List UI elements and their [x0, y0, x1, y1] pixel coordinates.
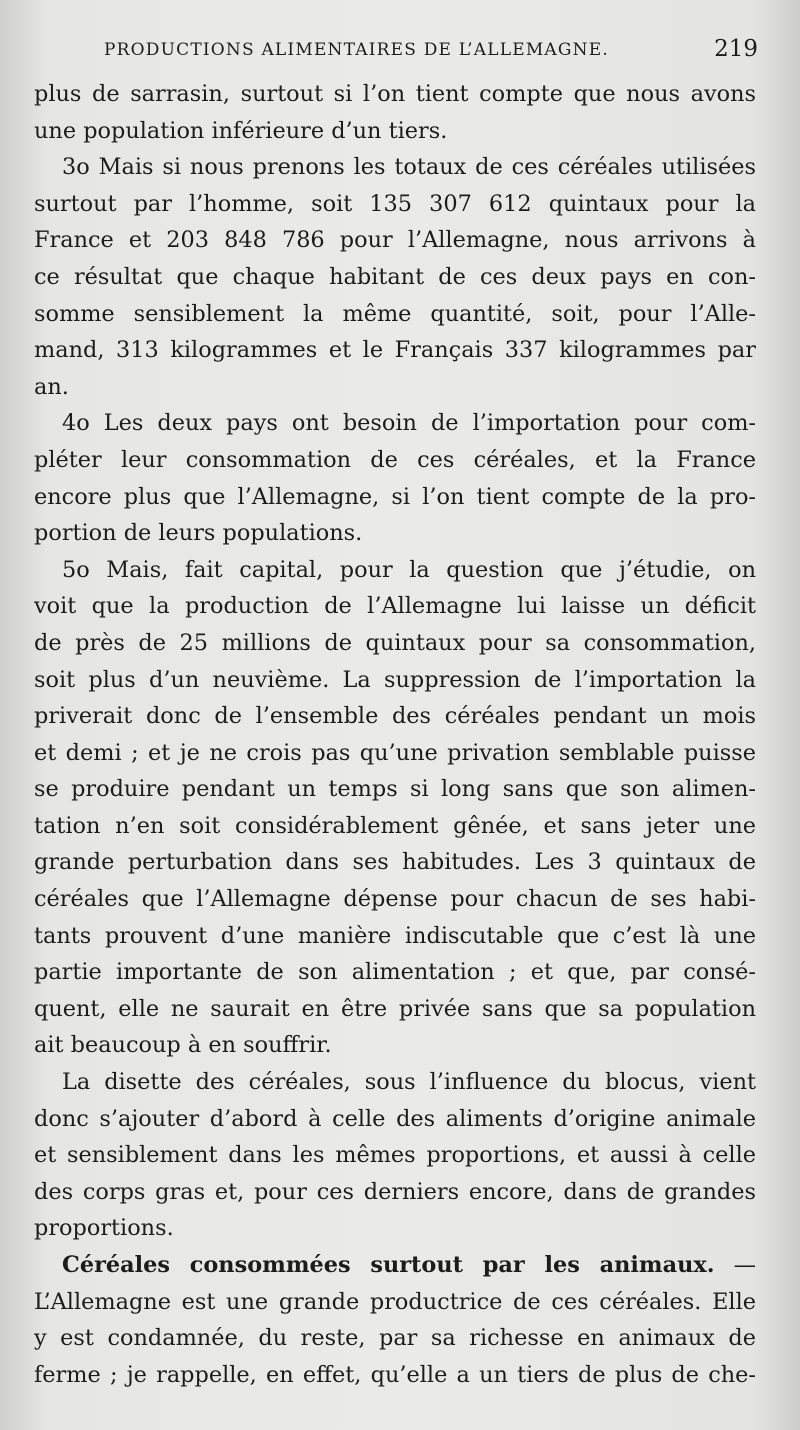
text-line: tants prouvent d’une manière indiscutable que c’est là une: [34, 922, 756, 949]
text-line: La disette des céréales, sous l’influence du blocus, vient: [62, 1069, 756, 1096]
text-line: des corps gras et, pour ces derniers encore, dans de grandes: [34, 1178, 756, 1205]
text-line: donc s’ajouter d’abord à celle des aliments d’origine animale: [34, 1105, 756, 1132]
text-line: portion de leurs populations.: [34, 520, 363, 547]
text-line: tation n’en soit considérablement gênée, et sans jeter une: [34, 812, 756, 839]
text-line: 4o Les deux pays ont besoin de l’importation pour com-: [62, 410, 756, 437]
running-title: PRODUCTIONS ALIMENTAIRES DE L’ALLEMAGNE.: [104, 40, 609, 60]
text-line: et sensiblement dans les mêmes proportions, et aussi à celle: [34, 1142, 756, 1169]
text-line: soit plus d’un neuvième. La suppression de l’importation la: [34, 666, 756, 693]
text-line: une population inférieure d’un tiers.: [34, 117, 448, 144]
text-line: surtout par l’homme, soit 135 307 612 quintaux pour la: [34, 190, 756, 217]
text-line: an.: [34, 373, 69, 400]
page-number: 219: [714, 36, 758, 62]
heading-dash: —: [714, 1252, 756, 1278]
page-header: [104, 36, 758, 66]
text-line: ait beaucoup à en souffrir.: [34, 1032, 332, 1059]
text-line: mand, 313 kilogrammes et le Français 337 kilogrammes par: [34, 337, 756, 364]
text-line: se produire pendant un temps si long sans que son alimen-: [34, 776, 756, 803]
section-heading: Céréales consommées surtout par les animaux.: [62, 1252, 715, 1278]
text-line: grande perturbation dans ses habitudes. Les 3 quintaux de: [34, 849, 756, 876]
text-line: quent, elle ne saurait en être privée sans que sa population: [34, 995, 756, 1022]
text-line: de près de 25 millions de quintaux pour sa consommation,: [34, 629, 756, 656]
text-line: plus de sarrasin, surtout si l’on tient compte que nous avons: [34, 81, 756, 107]
text-line: somme sensiblement la même quantité, soit, pour l’Alle-: [34, 300, 756, 327]
text-line: et demi ; et je ne crois pas qu’une privation semblable puisse: [34, 739, 756, 766]
text-line: ferme ; je rappelle, en effet, qu’elle a un tiers de plus de che-: [34, 1361, 756, 1388]
text-line: priverait donc de l’ensemble des céréales pendant un mois: [34, 703, 756, 730]
text-line: L’Allemagne est une grande productrice de ces céréales. Elle: [34, 1288, 756, 1315]
text-line: France et 203 848 786 pour l’Allemagne, nous arrivons à: [34, 227, 756, 254]
text-line: proportions.: [34, 1215, 174, 1242]
text-line: ce résultat que chaque habitant de ces deux pays en con-: [34, 263, 756, 290]
text-line: céréales que l’Allemagne dépense pour chacun de ses habi-: [34, 886, 756, 913]
text-line: 3o Mais si nous prenons les totaux de ces céréales utilisées: [62, 154, 756, 181]
text-line: voit que la production de l’Allemagne lui laisse un déficit: [34, 593, 756, 620]
text-line: encore plus que l’Allemagne, si l’on tient compte de la pro-: [34, 483, 756, 510]
text-line: 5o Mais, fait capital, pour la question que j’étudie, on: [62, 556, 756, 583]
text-line: y est condamnée, du reste, par sa richesse en animaux de: [34, 1325, 756, 1352]
text-line: pléter leur consommation de ces céréales, et la France: [34, 446, 756, 473]
text-line: partie importante de son alimentation ; et que, par consé-: [34, 959, 756, 986]
text-line: [34, 1247, 756, 1284]
body-text: [34, 76, 756, 1393]
